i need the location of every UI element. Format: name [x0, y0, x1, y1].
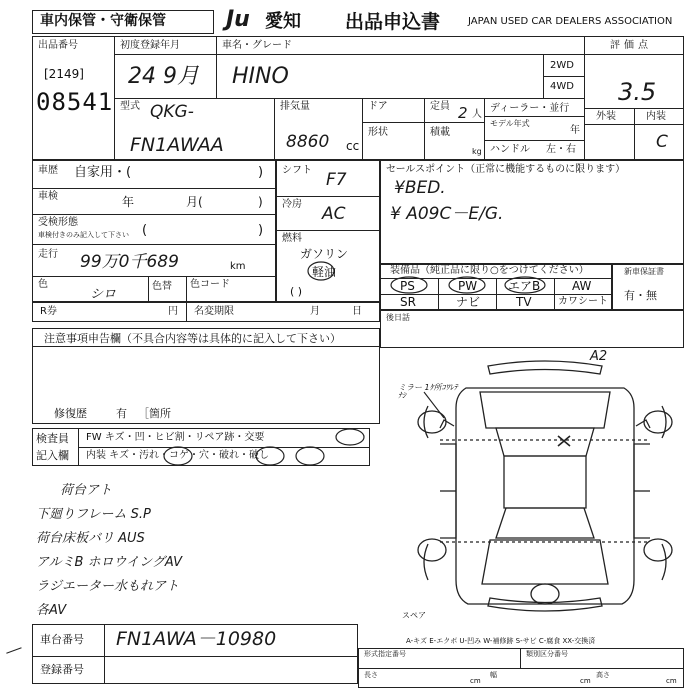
deadline-month: 月: [310, 306, 320, 317]
cc-unit: cc: [346, 139, 360, 153]
equip-ps: PS: [400, 279, 415, 293]
door-label: ドア: [368, 101, 388, 112]
car-name-label: 車名・グレード: [222, 40, 292, 51]
interior-value: C: [656, 132, 668, 152]
inspection-label: 車検: [38, 191, 58, 202]
warranty-options: 有・無: [624, 289, 657, 302]
width-label: 幅: [490, 671, 497, 679]
load-label: 積載: [430, 127, 450, 138]
year-unit: 年: [570, 125, 580, 136]
equip-sr: SR: [400, 295, 416, 309]
class-number-label: 類別区分番号: [526, 650, 568, 658]
drive-4wd: 4WD: [550, 81, 574, 92]
history-label: 車歴: [38, 165, 58, 176]
rating-value: 3.5: [618, 78, 657, 106]
note-line-3: 荷台床板バリ AUS: [36, 531, 145, 546]
exterior-label: 外装: [596, 111, 616, 122]
note-line-4: アルミB ホロウイングAV: [36, 555, 183, 570]
fuel-gasoline: ガソリン: [300, 247, 349, 261]
fuel-label: 燃料: [282, 233, 302, 244]
cooler-label: 冷房: [282, 199, 302, 210]
length-unit: cm: [470, 677, 481, 685]
fuel-circle-mark: [306, 260, 336, 282]
equip-circles: [382, 276, 552, 296]
inspection-month: 月(: [186, 195, 203, 209]
car-name-value: HINO: [232, 64, 289, 89]
rear-note-box: [380, 310, 684, 348]
sales-points-label: セールスポイント（正常に機能するものに限ります）: [386, 164, 626, 175]
km-unit: km: [230, 261, 246, 272]
equip-pw: PW: [458, 279, 478, 293]
model-value-2: FN1AWAA: [130, 134, 224, 156]
type-number-label: 形式指定番号: [364, 650, 406, 658]
color-code-label: 色コード: [190, 279, 230, 290]
repair-place: ［箇所: [138, 407, 171, 420]
diagram-legend: A-キズ E-エクボ U-凹み W-補修跡 S-サビ C-腐食 XX-交換済: [406, 637, 596, 645]
handle-label: ハンドル: [490, 144, 530, 155]
inspector-label-1: 検査員: [36, 432, 69, 445]
capacity-unit: 人: [472, 109, 482, 120]
storage-title: 車内保管・守衛保管: [40, 13, 166, 29]
note-line-6: 各AV: [36, 603, 67, 618]
lot-bracket-number: [2149]: [44, 67, 84, 81]
capacity-value: 2: [458, 104, 468, 122]
ju-logo-icon: Ju: [226, 7, 250, 32]
model-year-label: モデル年式: [490, 119, 530, 128]
inspector-fw-row: FW キズ・凹・ヒビ割・リペア跡・交要: [86, 432, 265, 443]
history-value: 自家用・(: [74, 165, 132, 180]
r-yen: 円: [168, 306, 178, 317]
inspector-int-row: 内装 キズ・汚れ・コゲ・穴・破れ・破し: [86, 450, 269, 461]
sales-point-2: ¥ A09C－E/G.: [390, 204, 504, 224]
color-change-label: 色替: [152, 281, 172, 292]
receive-close: ): [258, 223, 264, 238]
first-reg-label: 初度登録年月: [120, 40, 180, 51]
equip-navi: ナビ: [456, 295, 481, 309]
cooler-value: AC: [322, 204, 346, 224]
height-unit: cm: [666, 677, 677, 685]
chassis-value: FN1AWA－10980: [116, 628, 277, 650]
shift-value: F7: [326, 170, 347, 190]
equipment-label: 装備品（純正品に限り○をつけてください）: [390, 265, 589, 276]
shift-label: シフト: [282, 165, 312, 176]
association-name: JAPAN USED CAR DEALERS ASSOCIATION: [468, 16, 673, 27]
diagram-mirror-note: ミラー 1ｹ所ｺﾜﾚﾃﾅｼ: [398, 383, 458, 400]
equip-tv: TV: [516, 295, 532, 309]
receive-label: 受検形態: [38, 217, 78, 228]
displacement-label: 排気量: [280, 101, 310, 112]
inspection-close: ): [258, 195, 263, 209]
displacement-value: 8860: [286, 132, 330, 152]
repair-label: 修復歴: [54, 407, 87, 420]
chassis-label: 車台番号: [40, 633, 84, 646]
repair-value: 有: [116, 407, 127, 420]
rear-note-label: 後日話: [386, 313, 410, 322]
aichi-label: 愛知: [265, 11, 301, 32]
diagram-a2-label: A2: [590, 349, 608, 364]
receive-note: 車検付きのみ記入して下さい: [38, 231, 129, 239]
note-line-5: ラジエーター水もれアト: [36, 579, 180, 594]
width-unit: cm: [580, 677, 591, 685]
inspection-year: 年: [122, 195, 135, 209]
model-value-1: QKG-: [150, 102, 194, 122]
sales-point-1: ¥BED.: [394, 178, 446, 198]
warranty-label: 新車保証書: [624, 267, 664, 276]
kg-unit: kg: [472, 147, 482, 156]
shape-label: 形状: [368, 127, 388, 138]
mileage-label: 走行: [38, 249, 58, 260]
note-line-1: 荷台アト: [60, 483, 113, 498]
r-ticket-label: R券: [40, 306, 57, 317]
equip-leather: カワシート: [558, 296, 608, 307]
rating-label: 評価点: [610, 40, 652, 51]
first-reg-value: 24 9月: [128, 64, 199, 89]
handle-options: 左・右: [546, 144, 576, 155]
inspector-label-2: 記入欄: [36, 449, 69, 462]
deadline-day: 日: [352, 306, 362, 317]
receive-paren: (: [142, 223, 148, 238]
notes-label: 注意事項申告欄（不具合内容等は具体的に記入して下さい）: [44, 332, 341, 345]
history-close-paren: ): [258, 165, 264, 180]
model-label: 型式: [120, 101, 140, 112]
color-value: シロ: [90, 287, 117, 302]
length-label: 長さ: [364, 671, 378, 679]
deadline-label: 名変期限: [194, 306, 234, 317]
capacity-label: 定員: [430, 101, 450, 112]
equip-airbag: エアB: [508, 279, 541, 293]
drive-2wd: 2WD: [550, 60, 574, 71]
dealer-label: ディーラー・並行: [490, 103, 570, 114]
mileage-value: 99万0千689: [80, 252, 179, 272]
registration-label: 登録番号: [40, 663, 84, 676]
color-label: 色: [38, 279, 48, 290]
interior-label: 内装: [646, 111, 666, 122]
diagram-spare-label: スペア: [402, 611, 426, 620]
form-title: 出品申込書: [345, 11, 441, 33]
fuel-paren: ( ): [290, 285, 303, 298]
lot-label: 出品番号: [38, 40, 78, 51]
inspector-circles: [150, 428, 370, 468]
note-line-2: 下廻りフレーム S.P: [36, 507, 151, 522]
lot-number: 08541: [36, 88, 114, 116]
equip-aw: AW: [572, 279, 592, 293]
margin-mark: [6, 647, 21, 654]
fuel-diesel: 軽油: [312, 265, 337, 279]
height-label: 高さ: [596, 671, 610, 679]
